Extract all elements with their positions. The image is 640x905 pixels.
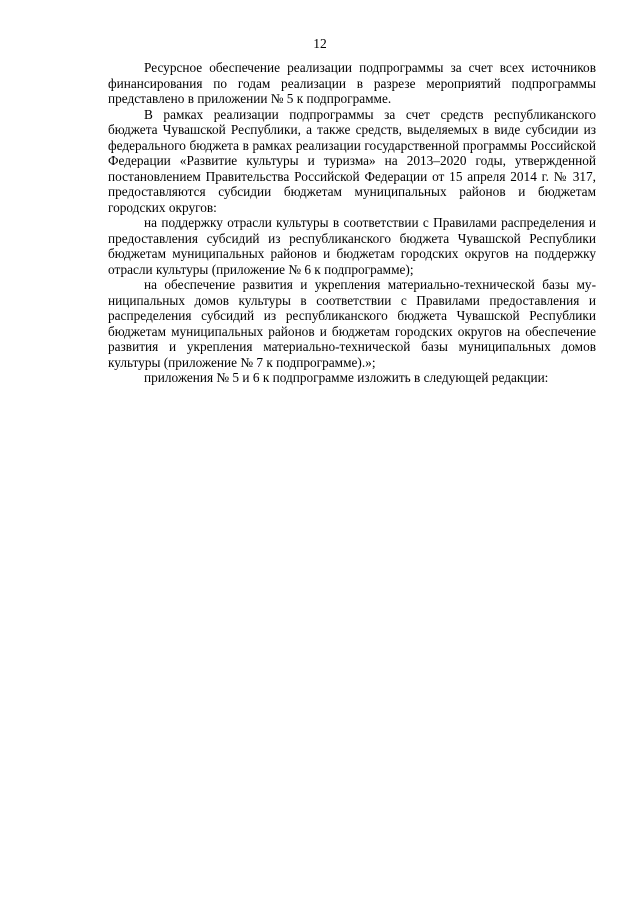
paragraph-resource-provision: Ресурсное обеспечение реализации подпрограммы за счет всех источников финансирования по годам реализации в разрезе мероприятий подпрограммы представлено в приложении № 5 к подпрограмме. — [108, 60, 596, 106]
paragraph-houses-of-culture: на обеспечение развития и укрепления материально-технической базы муниципальных домов культуры в соответствии с Правилами предоставления и распределения субсидий из республиканского бюджета Чувашской Республики бюджетам муниципальных районов и бюджетам городских округов на обеспечение развития и укрепления материально-технической базы муниципальных домов культуры (приложение № 7 к подпрограмме).»; — [108, 277, 596, 370]
paragraph-appendices-edit: приложения № 5 и 6 к подпрограмме изложить в следующей редакции: — [144, 370, 549, 385]
paragraph-subsidies-intro: В рамках реализации подпрограммы за счет средств республиканского бюджета Чувашской Республики, а также средств, выделяемых в виде субсидии из федерального бюджета в рамках реализации государственной программы Российской Федерации «Развитие культуры и туризма» на 2013–2020 годы, утвержденной постановлением Правительства Российской Федерации от 15 апреля 2014 г. № 317, предоставляются субсидии бюджетам муниципальных районов и бюджетам городских округов: — [108, 106, 596, 215]
page-number: 12 — [313, 36, 327, 51]
paragraph-culture-support: на поддержку отрасли культуры в соответствии с Правилами распределения и предоставления субсидий из республиканского бюджета Чувашской Республики бюджетам муниципальных районов и бюджетам городских округов на поддержку отрасли культуры (приложение № 6 к подпрограмме); — [108, 215, 596, 277]
document-body — [108, 60, 596, 386]
